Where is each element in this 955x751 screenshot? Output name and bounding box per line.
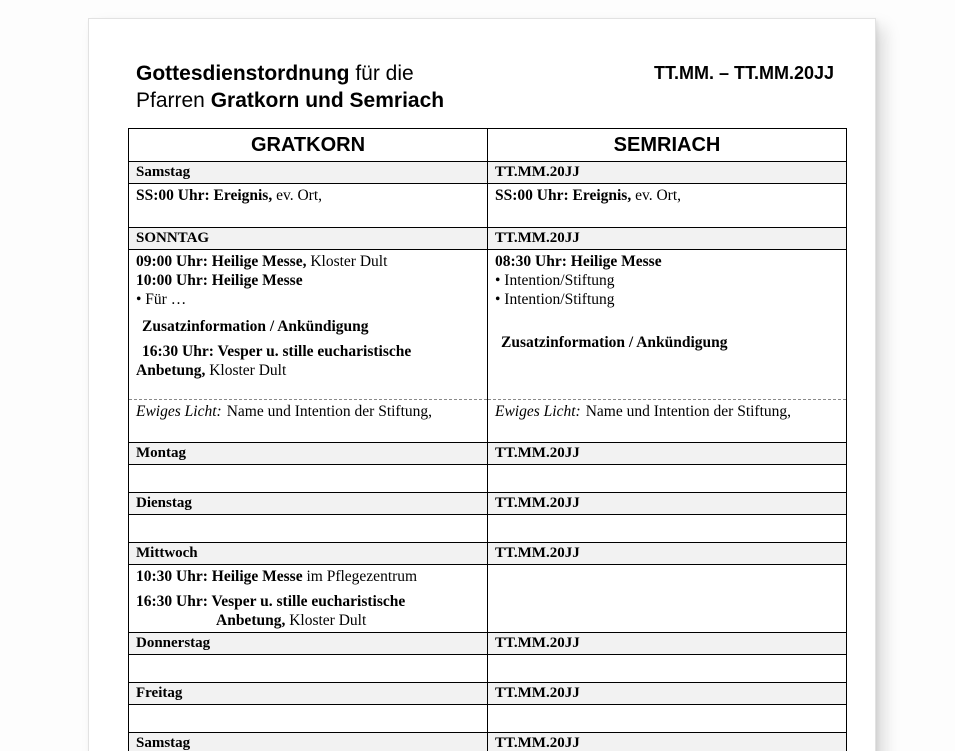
table-row-thursday [129,633,847,655]
empty-cell [488,655,847,683]
event-line [136,186,480,205]
eternal-light-text: Name und Intention der Stiftung, [585,403,792,420]
document-header [136,60,834,114]
table-row-thursday-content [129,655,847,683]
vesper-bold-text: Anbetung, [136,362,206,379]
page-title [136,60,444,114]
date-placeholder-saturday-2: TT.MM.20JJ [488,733,847,751]
title-line-1-bold: Gottesdienstordnung [136,62,350,85]
column-header-row [129,129,847,162]
vesper-line-2 [136,361,480,380]
empty-cell [129,515,488,543]
table-row-monday [129,443,847,465]
event-line [495,186,839,205]
day-label-wednesday: Mittwoch [129,543,488,565]
mass-rest-text: im Pflegezentrum [302,568,418,585]
vesper-bold-text: 16:30 Uhr: Vesper u. stille eucharistische [136,593,406,610]
table-row-wednesday [129,543,847,565]
empty-cell [488,465,847,493]
vesper-line-2 [216,611,480,630]
table-row-sunday [129,228,847,250]
day-label-tuesday: Dienstag [129,493,488,515]
date-placeholder-wednesday: TT.MM.20JJ [488,543,847,565]
announcement-line [501,333,839,352]
column-header-gratkorn: GRATKORN [129,129,488,162]
date-placeholder-tuesday: TT.MM.20JJ [488,493,847,515]
vesper-line-1 [136,592,480,611]
intention-bullet: • Intention/Stiftung [495,272,615,289]
intention-bullet: • Intention/Stiftung [495,291,615,308]
intention-bullet: • Für … [136,291,187,308]
saturday-1-content-gratkorn [129,184,488,228]
eternal-light-line [136,402,480,421]
eternal-light-label: Ewiges Licht: [495,403,581,420]
date-placeholder-saturday-1: TT.MM.20JJ [488,162,847,184]
day-label-friday: Freitag [129,683,488,705]
mass-bold-text: 10:00 Uhr: Heilige Messe [136,272,303,289]
table-row-sunday-content [129,250,847,400]
saturday-1-content-semriach [488,184,847,228]
vesper-bold-text: Anbetung, [216,612,286,629]
title-line-1-rest: für die [349,62,414,85]
eternal-light-gratkorn [129,400,488,443]
announcement-text: Zusatzinformation / Ankündigung [501,334,728,351]
date-placeholder-friday: TT.MM.20JJ [488,683,847,705]
announcement-line [142,317,480,336]
event-rest-text: ev. Ort, [272,187,323,204]
mass-line [495,252,839,271]
vesper-line-1 [142,342,480,361]
event-bold-text: SS:00 Uhr: Ereignis, [136,187,273,204]
day-label-monday: Montag [129,443,488,465]
table-row-wednesday-content [129,565,847,633]
mass-bold-text: 10:30 Uhr: Heilige Messe [136,568,303,585]
eternal-light-label: Ewiges Licht: [136,403,222,420]
eternal-light-semriach [488,400,847,443]
date-range: TT.MM. – TT.MM.20JJ [653,63,834,83]
column-header-semriach: SEMRIACH [488,129,847,162]
table-row-saturday-1-content [129,184,847,228]
day-label-saturday-2: Samstag [129,733,488,751]
mass-bold-text: 08:30 Uhr: Heilige Messe [495,253,662,270]
empty-cell [488,515,847,543]
mass-line [136,271,480,290]
day-label-saturday-1: Samstag [129,162,488,184]
mass-line [136,567,480,586]
eternal-light-text: Name und Intention der Stiftung, [226,403,433,420]
day-label-sunday: SONNTAG [129,228,488,250]
vesper-rest-text: Kloster Dult [205,362,287,379]
mass-line [136,252,480,271]
sunday-content-gratkorn [129,250,488,400]
vesper-rest-text: Kloster Dult [285,612,367,629]
announcement-text: Zusatzinformation / Ankündigung [142,318,369,335]
empty-cell [129,655,488,683]
mass-bold-text: 09:00 Uhr: Heilige Messe, [136,253,307,270]
date-placeholder-monday: TT.MM.20JJ [488,443,847,465]
table-row-monday-content [129,465,847,493]
wednesday-content-gratkorn [129,565,488,633]
table-row-friday [129,683,847,705]
document-page [88,18,876,751]
date-placeholder-thursday: TT.MM.20JJ [488,633,847,655]
event-bold-text: SS:00 Uhr: Ereignis, [495,187,632,204]
sunday-content-semriach [488,250,847,400]
vesper-bold-text: 16:30 Uhr: Vesper u. stille eucharistische [142,343,412,360]
table-row-eternal-light [129,400,847,443]
day-label-thursday: Donnerstag [129,633,488,655]
title-line-2 [136,87,444,114]
empty-cell [488,705,847,733]
mass-rest-text: Kloster Dult [306,253,388,270]
table-row-saturday-2 [129,733,847,751]
empty-cell [488,565,847,633]
eternal-light-line [495,402,839,421]
service-schedule-table [128,128,847,751]
date-placeholder-sunday: TT.MM.20JJ [488,228,847,250]
table-row-tuesday-content [129,515,847,543]
empty-cell [129,465,488,493]
table-row-tuesday [129,493,847,515]
title-line-2-bold: Gratkorn und Semriach [210,89,445,112]
event-rest-text: ev. Ort, [631,187,682,204]
table-row-friday-content [129,705,847,733]
title-line-2-prefix: Pfarren [136,89,211,112]
title-line-1 [136,60,444,87]
table-row-saturday-1 [129,162,847,184]
empty-cell [129,705,488,733]
